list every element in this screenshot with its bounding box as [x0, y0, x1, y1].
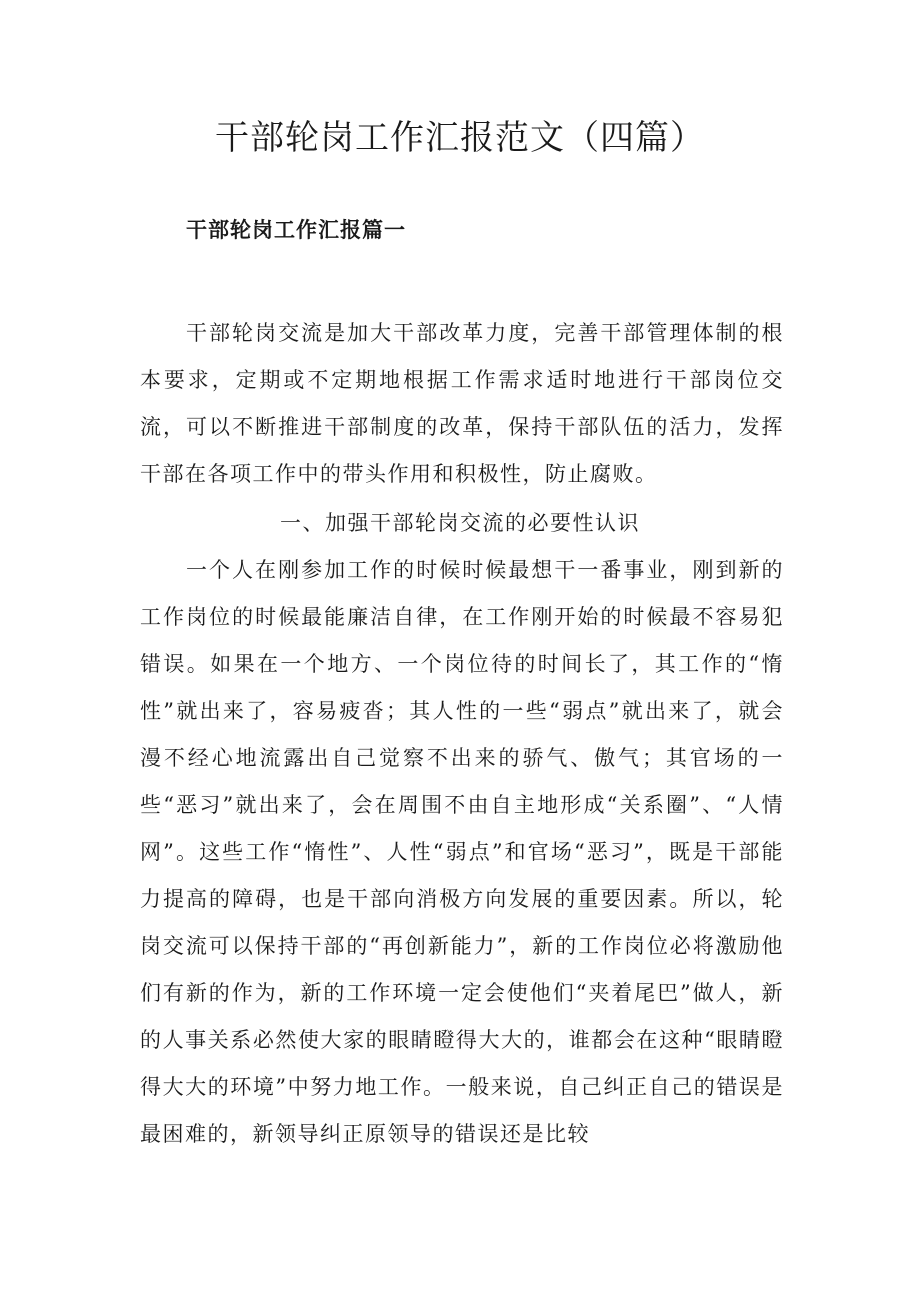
heading-necessity: 一、加强干部轮岗交流的必要性认识 [280, 511, 640, 535]
document-title: 干部轮岗工作汇报范文（四篇） [215, 118, 705, 158]
paragraph-intro: 干部轮岗交流是加大干部改革力度，完善干部管理体制的根本要求，定期或不定期地根据工作需求适时地进行干部岗位交流，可以不断推进干部制度的改革，保持干部队伍的活力，发挥干部在各项工作中的带头作用和积极性，防止腐败。 [140, 321, 784, 486]
section-title: 干部轮岗工作汇报篇一 [186, 217, 406, 242]
paragraph-body: 一个人在刚参加工作的时候时候最想干一番事业，刚到新的工作岗位的时候最能廉洁自律，在工作刚开始的时候最不容易犯错误。如果在一个地方、一个岗位待的时间长了，其工作的“惰性”就出来了，容易疲沓；其人性的一些“弱点”就出来了，就会漫不经心地流露出自己觉察不出来的骄气、傲气；其官场的一些“恶习”就出来了，会在周围不由自主地形成“关系圈”、“人情网”。这些工作“惰性”、人性“弱点”和官场“恶习”，既是干部能力提高的障碍，也是干部向消极方向发展的重要因素。所以，轮岗交流可以保持干部的“再创新能力”，新的工作岗位必将激励他们有新的作为，新的工作环境一定会使他们“夹着尾巴”做人，新的人事关系必然使大家的眼睛瞪得大大的，谁都会在这种“眼睛瞪得大大的环境”中努力地工作。一般来说，自己纠正自己的错误是最困难的，新领导纠正原领导的错误还是比较 [140, 558, 784, 1146]
